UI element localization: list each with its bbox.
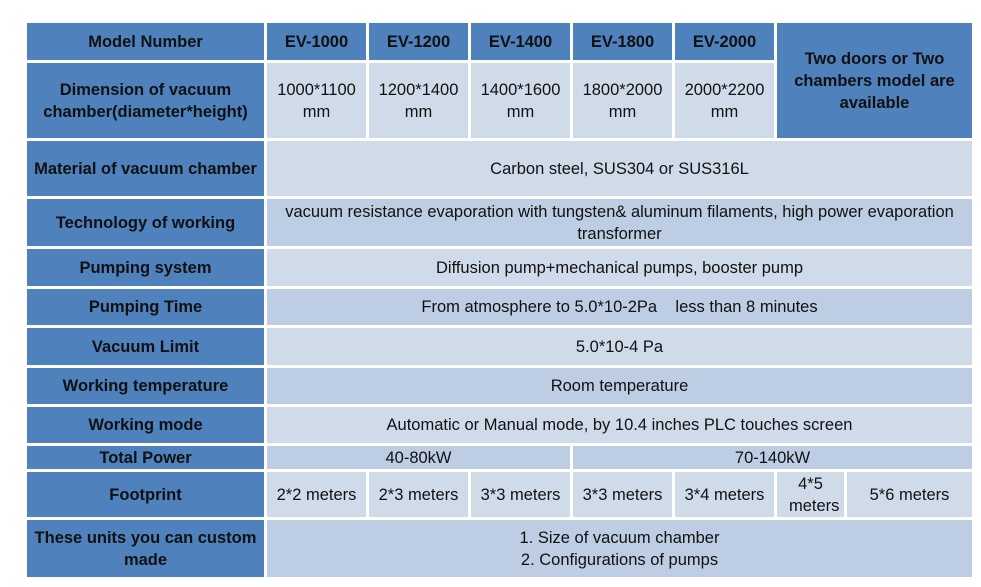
model-ev-1800: EV-1800 (572, 22, 674, 62)
custom-row (26, 519, 974, 579)
footprint-value: 3*3 meters (572, 471, 674, 519)
footprint-value: 2*2 meters (266, 471, 368, 519)
custom-item: 1. Size of vacuum chamber (519, 528, 720, 547)
custom-items (266, 519, 974, 579)
material-value: Carbon steel, SUS304 or SUS316L (266, 140, 974, 198)
two-doors-note: Two doors or Two chambers model are available (776, 22, 974, 140)
vacuum-limit-label: Vacuum Limit (26, 327, 266, 367)
footprint-value: 3*3 meters (470, 471, 572, 519)
footprint-value: 2*3 meters (368, 471, 470, 519)
footprint-row (26, 471, 974, 519)
working-mode-value: Automatic or Manual mode, by 10.4 inches PLC touches screen (266, 406, 974, 445)
material-label: Material of vacuum chamber (26, 140, 266, 198)
working-mode-label: Working mode (26, 406, 266, 445)
pumping-time-label: Pumping Time (26, 288, 266, 327)
model-ev-2000: EV-2000 (674, 22, 776, 62)
dimension-value: 1000*1100 mm (266, 62, 368, 140)
dimension-value: 2000*2200 mm (674, 62, 776, 140)
model-ev-1000: EV-1000 (266, 22, 368, 62)
footprint-label: Footprint (26, 471, 266, 519)
pumping-time-value: From atmosphere to 5.0*10-2Pa less than 8 minutes (266, 288, 974, 327)
custom-item: 2. Configurations of pumps (520, 550, 719, 569)
spec-table (24, 20, 975, 580)
total-power-value: 40-80kW (266, 445, 572, 471)
total-power-row (26, 445, 974, 471)
pumping-time-row (26, 288, 974, 327)
working-temperature-value: Room temperature (266, 367, 974, 406)
footprint-value: 4*5 meters (776, 471, 846, 519)
model-number-header: Model Number (26, 22, 266, 62)
material-row (26, 140, 974, 198)
pumping-system-value: Diffusion pump+mechanical pumps, booster pump (266, 248, 974, 288)
model-ev-1200: EV-1200 (368, 22, 470, 62)
technology-row (26, 198, 974, 248)
footprint-value: 3*4 meters (674, 471, 776, 519)
vacuum-limit-value: 5.0*10-4 Pa (266, 327, 974, 367)
pumping-system-row (26, 248, 974, 288)
dimension-value: 1800*2000 mm (572, 62, 674, 140)
model-ev-1400: EV-1400 (470, 22, 572, 62)
total-power-label: Total Power (26, 445, 266, 471)
dimension-label: Dimension of vacuum chamber(diameter*height) (26, 62, 266, 140)
pumping-system-label: Pumping system (26, 248, 266, 288)
technology-value: vacuum resistance evaporation with tungsten& aluminum filaments, high power evaporation transformer (266, 198, 974, 248)
total-power-value: 70-140kW (572, 445, 974, 471)
dimension-value: 1200*1400 mm (368, 62, 470, 140)
working-mode-row (26, 406, 974, 445)
working-temperature-label: Working temperature (26, 367, 266, 406)
footprint-value: 5*6 meters (846, 471, 974, 519)
custom-label: These units you can custom made (26, 519, 266, 579)
technology-label: Technology of working (26, 198, 266, 248)
header-row (26, 22, 974, 62)
vacuum-limit-row (26, 327, 974, 367)
dimension-value: 1400*1600 mm (470, 62, 572, 140)
working-temperature-row (26, 367, 974, 406)
